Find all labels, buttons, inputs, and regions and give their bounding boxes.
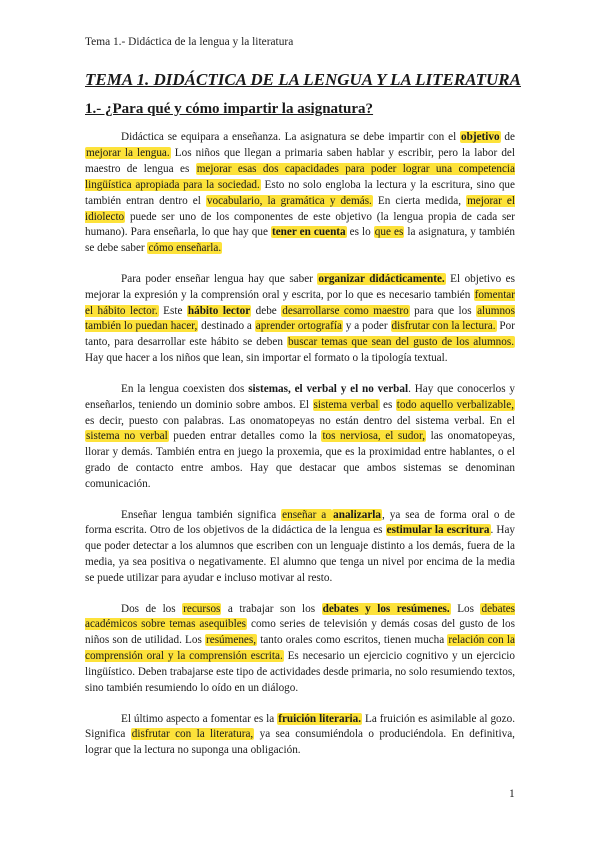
text-run: En la lengua coexisten dos — [121, 382, 249, 395]
highlighted-text: desarrollarse como maestro — [282, 304, 409, 317]
text-run: En cierta medida, — [372, 194, 467, 207]
text-run: tanto orales como escritos, tienen mucha — [257, 634, 448, 647]
highlighted-text: todo aquello verbalizable, — [396, 398, 514, 411]
text-run: . Hay que poder detectar a los alumnos que escriben con un lenguaje distinto a los demás, fuera de la media, ya sea positiva o negativamente. El alumno que tenga un nivel por encima de la media se puede utilizar para ayudar e incluso motivar al resto. — [85, 524, 516, 585]
page-number: 1 — [509, 788, 515, 800]
highlighted-text: relación con la comprensión oral y la comprensión escrita. — [85, 634, 515, 663]
text-run: Los niños que llegan a primaria saben hablar y escribir, pero la labor del maestro de lengua es — [85, 146, 515, 175]
text-run: de — [500, 131, 515, 143]
highlighted-text: mejorar la lengua. — [86, 146, 170, 159]
text-run: La fruición es asimilable al gozo. Significa — [85, 712, 515, 741]
body-text — [85, 130, 515, 774]
text-run: El objetivo es mejorar la expresión y la comprensión oral y escrita, por lo que es necesario también — [85, 272, 515, 301]
highlighted-text: resúmenes, — [206, 634, 257, 647]
highlighted-text: debates académicos sobre temas asequibles — [85, 602, 516, 631]
text-run: a trabajar son los — [221, 602, 322, 615]
text-run: Enseñar lengua también significa — [121, 508, 282, 521]
text-run: ya sea consumiéndola o produciéndola. En definitiva, lograr que la lectura no suponga una obligación. — [85, 728, 515, 757]
highlighted-text: fomentar el hábito lector. — [85, 288, 515, 317]
highlighted-text: buscar temas que sean del gusto de los alumnos. — [288, 336, 514, 349]
text-run: , ya sea de forma oral o de forma escrita. Otro de los objetivos de la didáctica de la lengua es — [85, 508, 515, 537]
highlighted-text: organizar didácticamente. — [318, 272, 445, 285]
text-run: destinado a — [198, 320, 255, 333]
text-run: pueden entrar detalles como la — [168, 430, 322, 443]
text-run: sistemas, el verbal y el no verbal — [248, 382, 409, 395]
text-run: es — [379, 398, 396, 411]
highlighted-text: enseñar a — [282, 508, 332, 521]
text-run: Dos de los — [121, 602, 183, 615]
text-run: Los — [450, 602, 481, 615]
highlighted-text: estimular la escritura — [386, 524, 490, 537]
highlighted-text: que es — [374, 226, 404, 239]
highlighted-text: tos nerviosa, el sudor, — [322, 430, 426, 443]
text-run: El último aspecto a fomentar es la — [121, 712, 278, 725]
text-run: debe — [251, 304, 282, 317]
paragraph — [85, 508, 515, 588]
highlighted-text: alumnos también lo puedan hacer, — [85, 304, 515, 333]
text-run: es decir, puesto con palabras. Las onomatopeyas no están dentro del sistema verbal. En el — [85, 414, 515, 427]
paragraph — [85, 712, 515, 760]
text-run: puede ser uno de los componentes de este objetivo (la lengua propia de cada ser humano). Para enseñarla, lo que hay que — [85, 210, 515, 239]
highlighted-text: cómo enseñarla. — [148, 242, 222, 255]
text-run: Didáctica se equipara a enseñanza. La asignatura se debe impartir con el — [121, 131, 461, 143]
text-run: Por tanto, para desarrollar este hábito se deben — [85, 320, 515, 349]
highlighted-text: mejorar esas dos capacidades para poder lograr una competencia lingüística apropiada para la sociedad. — [85, 162, 515, 191]
highlighted-text: disfrutar con la lectura. — [391, 320, 496, 333]
text-run: Hay que hacer a los niños que lean, sin importar el formato o la tipología textual. — [85, 352, 448, 365]
highlighted-text: debates y los resúmenes. — [322, 602, 450, 615]
text-run: es lo — [346, 226, 374, 239]
paragraph — [85, 130, 515, 257]
highlighted-text: fruición literaria. — [278, 712, 362, 725]
section-heading: 1.- ¿Para qué y cómo impartir la asignatura? — [85, 101, 374, 117]
highlighted-text: analizarla — [333, 508, 381, 521]
text-run: para que los — [409, 304, 477, 317]
paragraph — [85, 602, 515, 697]
text-run: . Hay que conocerlos y enseñarlos, teniendo un dominio sobre ambos. El — [85, 382, 515, 411]
text-run: como series de televisión y demás cosas del gusto de los niños son de utilidad. Los — [85, 618, 515, 647]
highlighted-text: tener en cuenta — [271, 226, 346, 239]
text-run: Esto no solo engloba la lectura y la escritura, sino que también entran dentro el — [85, 178, 515, 207]
text-run: Este — [158, 304, 187, 317]
text-run: y a poder — [342, 320, 391, 333]
highlighted-text: sistema verbal — [313, 398, 379, 411]
highlighted-text: disfrutar con la literatura, — [131, 728, 254, 741]
highlighted-text: vocabulario, la gramática y demás. — [206, 194, 372, 207]
highlighted-text: aprender ortografía — [255, 320, 342, 333]
highlighted-text: sistema no verbal — [86, 430, 168, 443]
text-run: las onomatopeyas, llorar y demás. También entra en juego la proxemia, que es la proximidad entre hablantes, o el grado de contacto entre ambos. Hay que destacar que ambos sistemas se denominan comunicación. — [85, 430, 515, 491]
highlighted-text: mejorar el idiolecto — [85, 194, 515, 223]
text-run: la asignatura, y también se debe saber — [85, 226, 515, 255]
highlighted-text: objetivo — [461, 131, 500, 143]
highlighted-text: hábito lector — [187, 304, 251, 317]
document-title: TEMA 1. DIDÁCTICA DE LA LENGUA Y LA LITERATURA — [85, 70, 521, 89]
paragraph — [85, 382, 515, 493]
highlighted-text: recursos — [183, 602, 221, 615]
paragraph — [85, 272, 515, 367]
running-header: Tema 1.- Didáctica de la lengua y la literatura — [85, 36, 294, 48]
text-run: Es necesario un ejercicio cognitivo y un ejercicio lingüístico. Deben trabajarse este tipo de actividades desde primaria, no solo resumiendo textos, sino también resumiendo lo oído en un diálogo. — [85, 650, 515, 695]
text-run: Para poder enseñar lengua hay que saber — [121, 272, 318, 285]
